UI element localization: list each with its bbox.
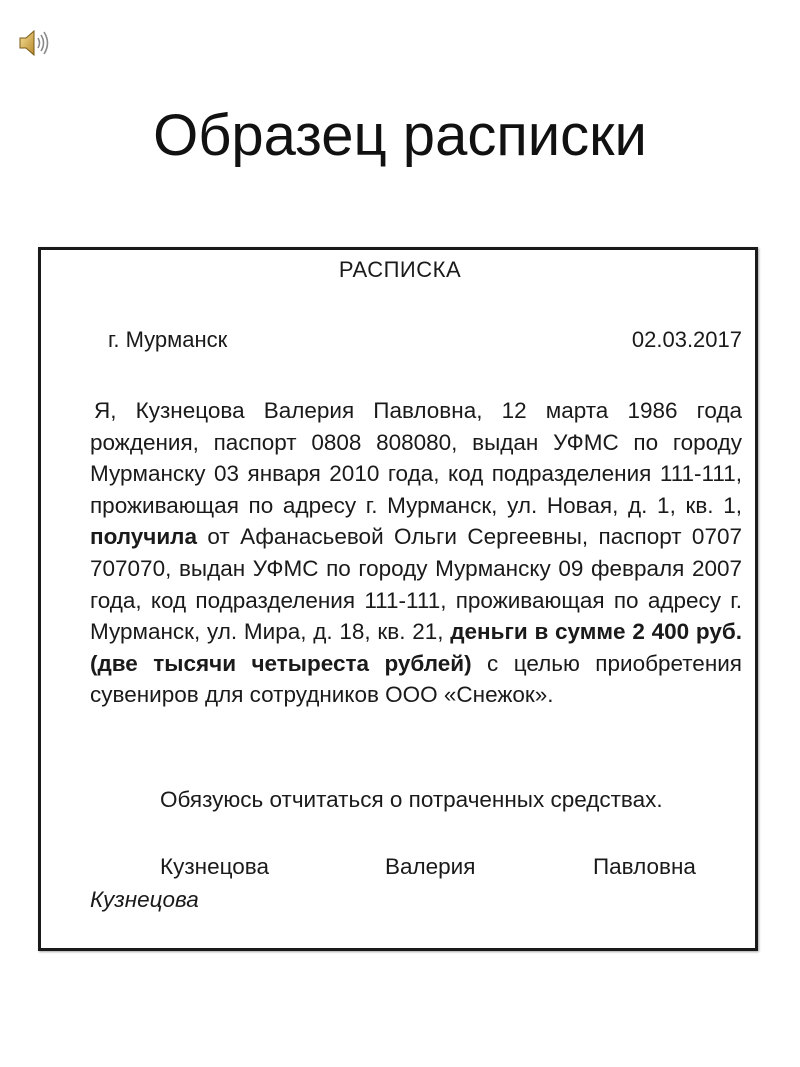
- speaker-icon-graphic: [16, 26, 56, 60]
- receipt-body-received: получила: [90, 524, 197, 550]
- receipt-date: 02.03.2017: [631, 327, 742, 352]
- receipt-heading: РАСПИСКА: [338, 257, 462, 282]
- signature-patronymic: Павловна: [593, 854, 696, 879]
- page-title: Образец расписки: [153, 103, 647, 168]
- receipt-city: г. Мурманск: [108, 327, 228, 352]
- receipt-body-part3: с целью приобретения сувениров для сотрудников ООО «Снежок».: [90, 650, 742, 708]
- receipt-body-part2: от Афанасьевой Ольги Сергеевны, паспорт 0707 707070, выдан УФМС по городу Мурманску 09 февраля 2007 года, код подразделения 111-111, проживающая по адресу г. Мурманск, ул. Мира, д. 18, кв. 21,: [90, 524, 742, 645]
- receipt-body-amount: деньги в сумме 2 400 руб. (две тысячи четыреста рублей): [90, 619, 742, 676]
- speaker-icon[interactable]: [16, 26, 56, 60]
- signature-surname: Кузнецова: [160, 854, 269, 879]
- receipt-body: [90, 395, 742, 711]
- signature-name: Валерия: [385, 854, 476, 879]
- receipt-obligation: Обязуюсь отчитаться о потраченных средствах.: [160, 787, 663, 812]
- signature-handwritten: Кузнецова: [90, 887, 199, 912]
- receipt-body-part1: Я, Кузнецова Валерия Павловна, 12 марта 1986 года рождения, паспорт 0808 808080, выдан УФМС по городу Мурманску 03 января 2010 года, код подразделения 111-111, проживающая по адресу г. Мурманск, ул. Новая, д. 1, кв. 1,: [90, 398, 742, 518]
